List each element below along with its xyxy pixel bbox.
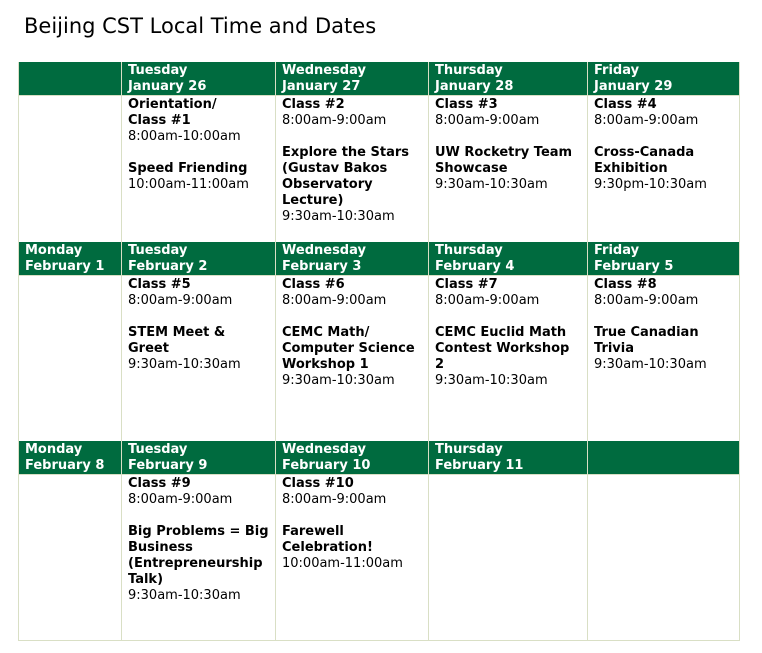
event <box>435 277 581 309</box>
schedule-table <box>18 62 740 641</box>
day-header <box>276 62 429 96</box>
event <box>435 145 581 193</box>
day-name: Friday <box>594 242 640 258</box>
day-name: Monday <box>25 442 83 457</box>
day-date: February 8 <box>25 458 105 473</box>
day-header <box>588 62 740 96</box>
event-name: Cross-Canada Exhibition <box>594 145 695 176</box>
event <box>282 145 422 225</box>
event <box>128 476 269 508</box>
day-header <box>19 242 122 276</box>
page-title: Beijing CST Local Time and Dates <box>24 14 377 38</box>
day-cell <box>19 475 122 641</box>
event-time: 9:30am-10:30am <box>128 588 241 603</box>
day-header <box>276 242 429 276</box>
day-name: Wednesday <box>282 442 366 457</box>
event-name: Big Problems = Big Business (Entrepreneurship Talk) <box>128 524 269 587</box>
day-date: January 28 <box>435 79 514 94</box>
day-date: January 27 <box>282 79 361 94</box>
day-name: Tuesday <box>128 242 188 258</box>
event-name: Class #3 <box>435 97 498 112</box>
day-cell <box>429 96 588 242</box>
event <box>282 476 422 508</box>
event-time: 10:00am-11:00am <box>128 177 249 192</box>
event-name: STEM Meet & Greet <box>128 324 226 356</box>
day-date: February 11 <box>435 458 524 473</box>
day-cell <box>429 275 588 441</box>
event <box>282 97 422 129</box>
event-name: Class #7 <box>435 276 498 292</box>
week-events-row <box>19 475 740 641</box>
day-name: Thursday <box>435 242 503 258</box>
week-header-row <box>19 242 740 276</box>
event <box>282 325 422 389</box>
day-date: February 1 <box>25 258 105 274</box>
week-events-row <box>19 96 740 242</box>
event-name: Class #9 <box>128 476 191 491</box>
event-time: 9:30am-10:30am <box>282 372 395 388</box>
day-cell <box>429 475 588 641</box>
event-name: Class #5 <box>128 276 191 292</box>
day-name: Thursday <box>435 442 503 457</box>
day-cell <box>276 96 429 242</box>
event <box>594 277 733 309</box>
event-name: Explore the Stars (Gustav Bakos Observatory Lecture) <box>282 145 410 208</box>
day-date: February 9 <box>128 458 208 473</box>
day-cell <box>276 475 429 641</box>
day-name: Tuesday <box>128 442 188 457</box>
day-cell <box>122 275 276 441</box>
event <box>435 325 581 389</box>
day-name: Wednesday <box>282 242 366 258</box>
event <box>282 277 422 309</box>
event-name: Speed Friending <box>128 161 248 176</box>
day-cell <box>19 275 122 441</box>
event-time: 8:00am-9:00am <box>282 492 387 507</box>
event-time: 8:00am-9:00am <box>128 492 233 507</box>
event-name: CEMC Math/ Computer Science Workshop 1 <box>282 324 415 372</box>
day-date: February 3 <box>282 258 362 274</box>
event-time: 8:00am-9:00am <box>594 292 699 308</box>
event-name: Class #6 <box>282 276 345 292</box>
event-time: 8:00am-9:00am <box>594 113 699 128</box>
day-header <box>122 242 276 276</box>
day-name: Friday <box>594 63 640 78</box>
day-header <box>276 441 429 475</box>
event-name: Farewell Celebration! <box>282 524 373 555</box>
week-header-row <box>19 441 740 475</box>
day-cell <box>588 275 740 441</box>
event-time: 8:00am-9:00am <box>128 292 233 308</box>
event-name: Class #2 <box>282 97 345 112</box>
event <box>128 97 269 145</box>
event-name: True Canadian Trivia <box>594 324 699 356</box>
event-time: 9:30pm-10:30am <box>594 177 707 192</box>
event-time: 8:00am-9:00am <box>282 292 387 308</box>
day-date: February 5 <box>594 258 674 274</box>
event <box>128 277 269 309</box>
event-name: Orientation/ Class #1 <box>128 97 217 128</box>
event-time: 10:00am-11:00am <box>282 556 403 571</box>
day-date: February 2 <box>128 258 208 274</box>
event <box>128 524 269 604</box>
day-cell <box>588 96 740 242</box>
event <box>594 145 733 193</box>
day-header <box>122 62 276 96</box>
day-date: January 26 <box>128 79 207 94</box>
event-time: 9:30am-10:30am <box>128 356 241 372</box>
event <box>282 524 422 572</box>
day-header <box>19 441 122 475</box>
day-name: Wednesday <box>282 63 366 78</box>
event <box>128 161 269 193</box>
event-name: Class #10 <box>282 476 354 491</box>
event-time: 8:00am-9:00am <box>435 113 540 128</box>
day-header <box>122 441 276 475</box>
event-time: 8:00am-9:00am <box>282 113 387 128</box>
event-time: 9:30am-10:30am <box>594 356 707 372</box>
event <box>594 97 733 129</box>
day-date: January 29 <box>594 79 673 94</box>
week-header-row <box>19 62 740 96</box>
day-header <box>429 441 588 475</box>
event-time: 9:30am-10:30am <box>435 372 548 388</box>
event-name: Class #8 <box>594 276 657 292</box>
day-header <box>588 242 740 276</box>
day-date: February 10 <box>282 458 371 473</box>
day-cell <box>276 275 429 441</box>
event <box>594 325 733 373</box>
day-cell <box>122 96 276 242</box>
event <box>128 325 269 373</box>
day-name: Monday <box>25 242 83 258</box>
event-name: CEMC Euclid Math Contest Workshop 2 <box>435 324 570 372</box>
event-time: 9:30am-10:30am <box>282 209 395 224</box>
day-cell <box>19 96 122 242</box>
event <box>435 97 581 129</box>
day-header <box>588 441 740 475</box>
day-cell <box>122 475 276 641</box>
day-header <box>429 62 588 96</box>
event-name: Class #4 <box>594 97 657 112</box>
event-time: 8:00am-9:00am <box>435 292 540 308</box>
day-name: Thursday <box>435 63 503 78</box>
day-header <box>19 62 122 96</box>
event-time: 8:00am-10:00am <box>128 129 241 144</box>
day-header <box>429 242 588 276</box>
day-date: February 4 <box>435 258 515 274</box>
event-time: 9:30am-10:30am <box>435 177 548 192</box>
week-events-row <box>19 275 740 441</box>
day-name: Tuesday <box>128 63 188 78</box>
day-cell <box>588 475 740 641</box>
event-name: UW Rocketry Team Showcase <box>435 145 573 176</box>
